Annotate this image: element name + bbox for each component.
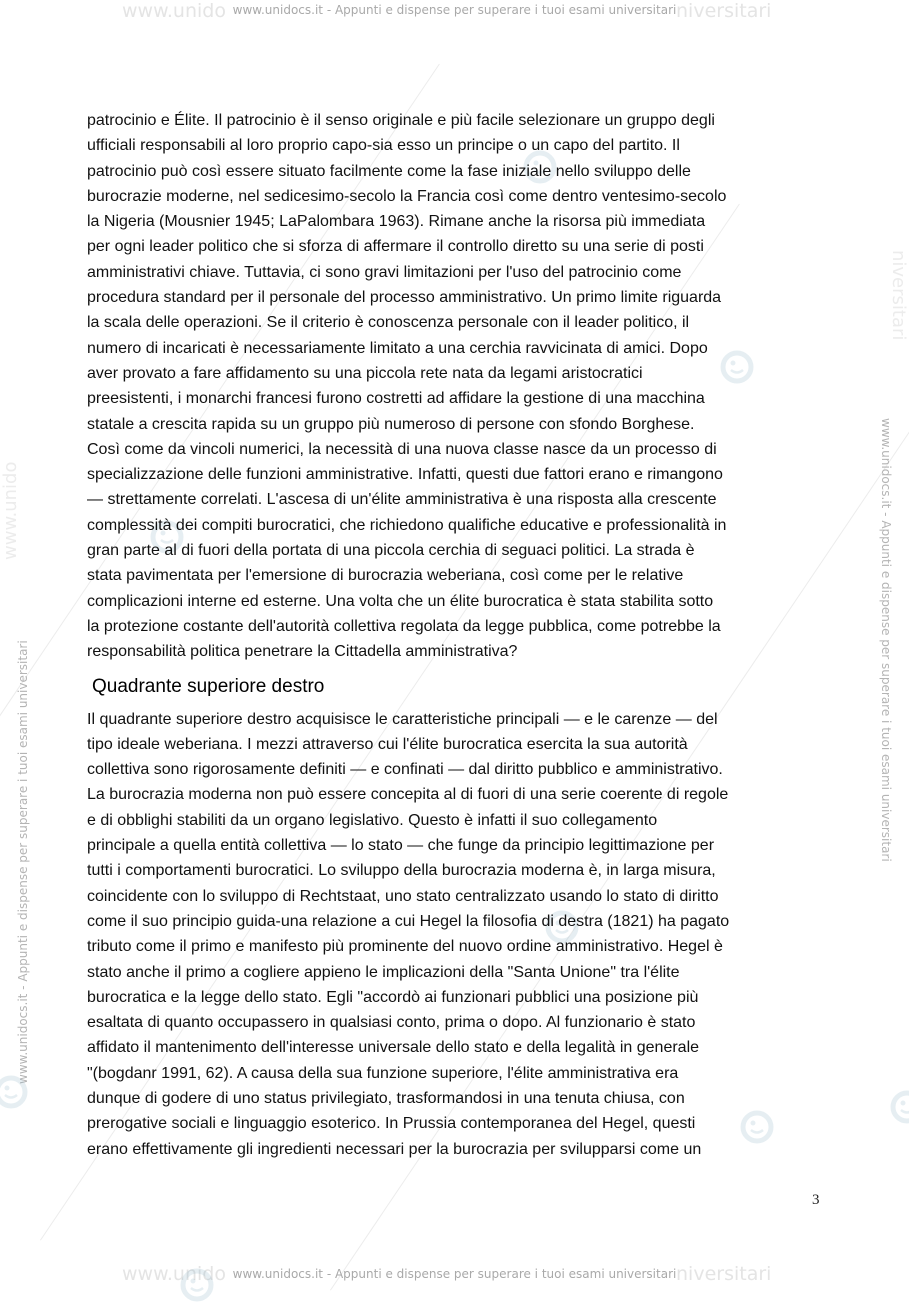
unidocs-logo-icon (0, 1075, 28, 1109)
text-line: per ogni leader politico che si sforza di affermare il controllo diretto su una serie di posti (87, 238, 704, 256)
text-line: responsabilità politica penetrare la Cittadella amministrativa? (87, 643, 518, 661)
text-line: Così come da vincoli numerici, la necessità di una nuova classe nasce da un processo di (87, 440, 717, 458)
watermark-ghost-text: niversitari (676, 1263, 772, 1285)
text-line: stato anche il primo a cogliere appieno le implicazioni della "Santa Unione" tra l'élite (87, 963, 680, 981)
watermark-ghost-text: www.unido (122, 0, 226, 22)
watermark-left-side: www.unidocs.it - Appunti e dispense per superare i tuoi esami universitari (16, 640, 30, 1084)
text-line: la protezione costante dell'autorità collettiva regolata da legge pubblica, come potrebbe la (87, 617, 721, 635)
text-line: complessità dei compiti burocratici, che richiedono qualifiche educative e professionalità in (87, 516, 727, 534)
watermark-ghost-text: niversitari (676, 0, 772, 22)
unidocs-logo-icon (180, 1268, 214, 1302)
text-line: patrocinio può così essere situato facilmente come la fase iniziale nello sviluppo delle (87, 162, 691, 180)
text-line: dunque di godere di uno status privilegiato, trasformandosi in una tenuta chiusa, con (87, 1089, 685, 1107)
text-line: affidato il mantenimento dell'interesse universale dello stato e della legalità in generale (87, 1039, 700, 1057)
text-line: stata pavimentata per l'emersione di burocrazia weberiana, così come per le relative (87, 567, 684, 585)
text-line: numero di incaricati è necessariamente limitato a una cerchia ravvicinata di amici. Dopo (87, 339, 708, 357)
text-line: tipo ideale weberiana. I mezzi attraverso cui l'élite burocratica esercita la sua autorità (87, 735, 688, 753)
text-line: preesistenti, i monarchi francesi furono costretti ad affidare la gestione di una macchina (87, 390, 705, 408)
text-line: burocratica e la legge dello stato. Egli "accordò ai funzionari pubblici una posizione più (87, 988, 699, 1006)
text-line: amministrativi chiave. Tuttavia, ci sono gravi limitazioni per l'uso del patrocinio come (87, 263, 682, 281)
text-line: patrocinio e Élite. Il patrocinio è il senso originale e più facile selezionare un gruppo degli (87, 112, 715, 129)
watermark-right-side: www.unidocs.it - Appunti e dispense per superare i tuoi esami universitari (879, 418, 893, 862)
text-line: ufficiali responsabili al loro proprio capo-sia esso un principe o un capo del partito. Il (87, 137, 680, 155)
text-line: come il suo principio guida-una relazione a cui Hegel la filosofia di destra (1821) ha pagato (87, 912, 730, 930)
text-line: la scala delle operazioni. Se il criterio è conoscenza personale con il leader politico, il (87, 314, 690, 332)
paragraph (87, 108, 822, 665)
text-line: complicazioni interne ed esterne. Una volta che un élite burocratica è stata stabilita sotto (87, 592, 714, 610)
text-line: statale a crescita rapida su un gruppo più numeroso di persone con sfondo Borghese. (87, 415, 695, 433)
text-line: coincidente con lo sviluppo di Rechtstaat, uno stato centralizzato usando lo stato di diritto (87, 887, 719, 905)
text-line: Il quadrante superiore destro acquisisce le caratteristiche principali — e le carenze — del (87, 710, 718, 728)
text-line: specializzazione delle funzioni amministrative. Infatti, questi due fattori erano e rimangono (87, 466, 723, 484)
document-body (87, 108, 822, 1162)
text-line: gran parte al di fuori della portata di una piccola cerchia di seguaci politici. La strada è (87, 542, 695, 560)
text-line: prerogative sociali e linguaggio esoterico. In Prussia contemporanea del Hegel, questi (87, 1115, 696, 1133)
paragraph (87, 707, 822, 1162)
watermark-right-ghost: niversitari (888, 250, 909, 341)
text-line: tributo come il primo e manifesto più prominente del nuovo ordine amministrativo. Hegel è (87, 938, 723, 956)
text-line: "(bogdanr 1991, 62). A causa della sua funzione superiore, l'élite amministrativa era (87, 1064, 679, 1082)
watermark-left-ghost: www.unido (0, 461, 21, 560)
watermark-ghost-text: www.unido (122, 1263, 226, 1285)
section-heading: Quadrante superiore destro (92, 675, 325, 697)
text-line: e di obblighi stabiliti da un organo legislativo. Questo è infatti il suo collegamento (87, 811, 658, 829)
text-line: aver provato a fare affidamento su una piccola rete nata da legami aristocratici (87, 364, 643, 382)
text-line: collettiva sono rigorosamente definiti — e confinati — dal diritto pubblico e amministrativo. (87, 761, 723, 779)
page-number: 3 (812, 1192, 820, 1208)
text-line: erano effettivamente gli ingredienti necessari per la burocrazia per svilupparsi come un (87, 1140, 702, 1158)
watermark-header: www.unidocs.it - Appunti e dispense per superare i tuoi esami universitari (232, 3, 677, 17)
text-line: procedura standard per il personale del processo amministrativo. Un primo limite riguarda (87, 289, 722, 307)
text-line: La burocrazia moderna non può essere concepita al di fuori di una serie coerente di regole (87, 786, 729, 804)
text-line: burocrazie moderne, nel sedicesimo-secolo la Francia così come dentro ventesimo-secolo (87, 187, 727, 205)
watermark-footer: www.unidocs.it - Appunti e dispense per superare i tuoi esami universitari (232, 1267, 677, 1281)
unidocs-logo-icon (890, 1090, 909, 1124)
text-line: principale a quella entità collettiva — lo stato — che funge da principio legittimazione per (87, 837, 715, 855)
text-line: esaltata di quanto occupassero in qualsiasi conto, prima o dopo. Al funzionario è stato (87, 1014, 696, 1032)
text-line: — strettamente correlati. L'ascesa di un'élite amministrativa è una risposta alla crescente (87, 491, 717, 509)
text-line: tutti i comportamenti burocratici. Lo sviluppo della burocrazia moderna è, in larga misura, (87, 862, 716, 880)
text-line: la Nigeria (Mousnier 1945; LaPalombara 1963). Rimane anche la risorsa più immediata (87, 213, 706, 231)
